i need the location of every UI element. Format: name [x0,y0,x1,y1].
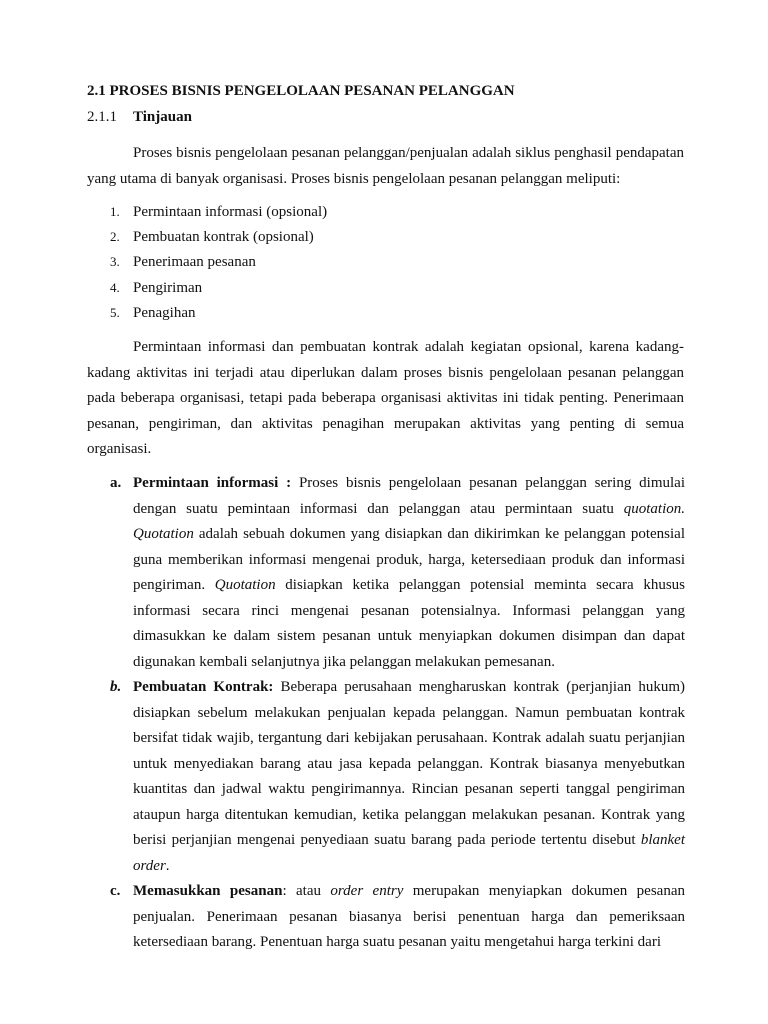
list-item-text: Penerimaan pesanan [133,254,256,271]
list-item-text: Penagihan [133,304,196,321]
intro-paragraph-text: Proses bisnis pengelolaan pesanan pelanggan/penjualan adalah siklus penghasil pendapatan yang utama di banyak organisasi. Proses bisnis pengelolaan pesanan pelanggan meliputi: [87,145,684,187]
item-text: . [165,857,170,874]
item-text: merupakan menyiapkan dokumen pesanan penjualan. Penerimaan pesanan biasanya berisi penentuan harga dan pemeriksaan ketersediaan barang. Penentuan harga suatu pesanan yaitu mengetahui harga terkini dari [133,883,685,950]
item-text: adalah sebuah dokumen yang disiapkan dan dikirimkan ke pelanggan potensial guna memberikan informasi mengenai produk, harga, ketersediaan produk dan informasi pengiriman. [133,526,685,593]
item-b [110,675,685,879]
list-item-number: 2. [110,229,120,245]
list-item-number: 5. [110,304,120,320]
item-text: Proses bisnis pengelolaan pesanan pelanggan sering dimulai dengan suatu pemintaan informasi dan pelanggan atau permintaan suatu [133,475,685,517]
list-item-number: 4. [110,279,120,295]
item-marker: a. [110,475,122,491]
item-text: disiapkan ketika pelanggan potensial meminta secara khusus informasi secara rinci mengenai pesanan potensialnya. Informasi pelanggan yang dimasukkan ke dalam sistem pesanan untuk menyiapkan dokumen disimpan dan dapat digunakan kembali selanjutnya jika pelanggan melakukan pemesanan. [133,577,685,670]
list-item-number: 1. [110,204,120,219]
item-italic-term: order entry [330,883,404,899]
list-item-text: Pembuatan kontrak (opsional) [133,229,314,246]
item-italic-term: Quotation [214,577,276,593]
subsection-title: Tinjauan [133,109,192,125]
process-list [110,202,327,328]
item-term: Memasukkan pesanan [133,883,283,899]
list-item-text: Permintaan informasi (opsional) [133,204,328,220]
item-italic-term: quotation. [623,500,685,517]
item-italic-term: Quotation [133,526,194,542]
list-item-text: Pengiriman [133,279,203,296]
section-heading: 2.1 PROSES BISNIS PENGELOLAAN PESANAN PELANGGAN [87,83,515,99]
list-item [110,303,327,328]
list-item [110,278,327,303]
list-item [110,202,327,227]
item-term: Permintaan informasi : [133,475,292,491]
item-marker: c. [110,883,121,899]
list-item-number: 3. [110,254,120,270]
item-c [110,879,685,956]
second-paragraph-text: Permintaan informasi dan pembuatan kontrak adalah kegiatan opsional, karena kadang-kadang aktivitas ini terjadi atau diperlukan dalam proses bisnis pengelolaan pesanan pelanggan pada beberapa organisasi, tetapi pada beberapa organisasi aktivitas ini tidak penting. Penerimaan pesanan, pengiriman, dan aktivitas penagihan merupakan aktivitas yang penting di semua organisasi. [87,339,684,457]
list-item [110,252,327,277]
activity-items [110,471,685,956]
intro-paragraph [87,141,684,192]
item-italic-term: blanket order [133,832,685,874]
item-a [110,471,685,675]
list-item [110,227,327,252]
item-marker: b. [110,679,122,695]
subsection-heading [87,107,192,127]
subsection-number: 2.1.1 [87,109,117,125]
item-text: : atau [282,883,331,899]
item-term: Pembuatan Kontrak: [133,679,274,695]
item-text: Beberapa perusahaan mengharuskan kontrak (perjanjian hukum) disiapkan sebelum melakukan penjualan kepada pelanggan. Namun pembuatan kontrak bersifat tidak wajib, tergantung dari kebijakan perusahaan. Kontrak adalah suatu perjanjian untuk menyediakan barang atau jasa kepada pelanggan. Kontrak biasanya menyebutkan kuantitas dan jadwal waktu pengirimannya. Rincian pesanan seperti tanggal pengiriman ataupun harga ditentukan kemudian, ketika pelanggan melakukan pesanan. Kontrak yang berisi perjanjian mengenai penyediaan suatu barang pada periode tertentu disebut [133,679,685,848]
second-paragraph [87,335,684,463]
